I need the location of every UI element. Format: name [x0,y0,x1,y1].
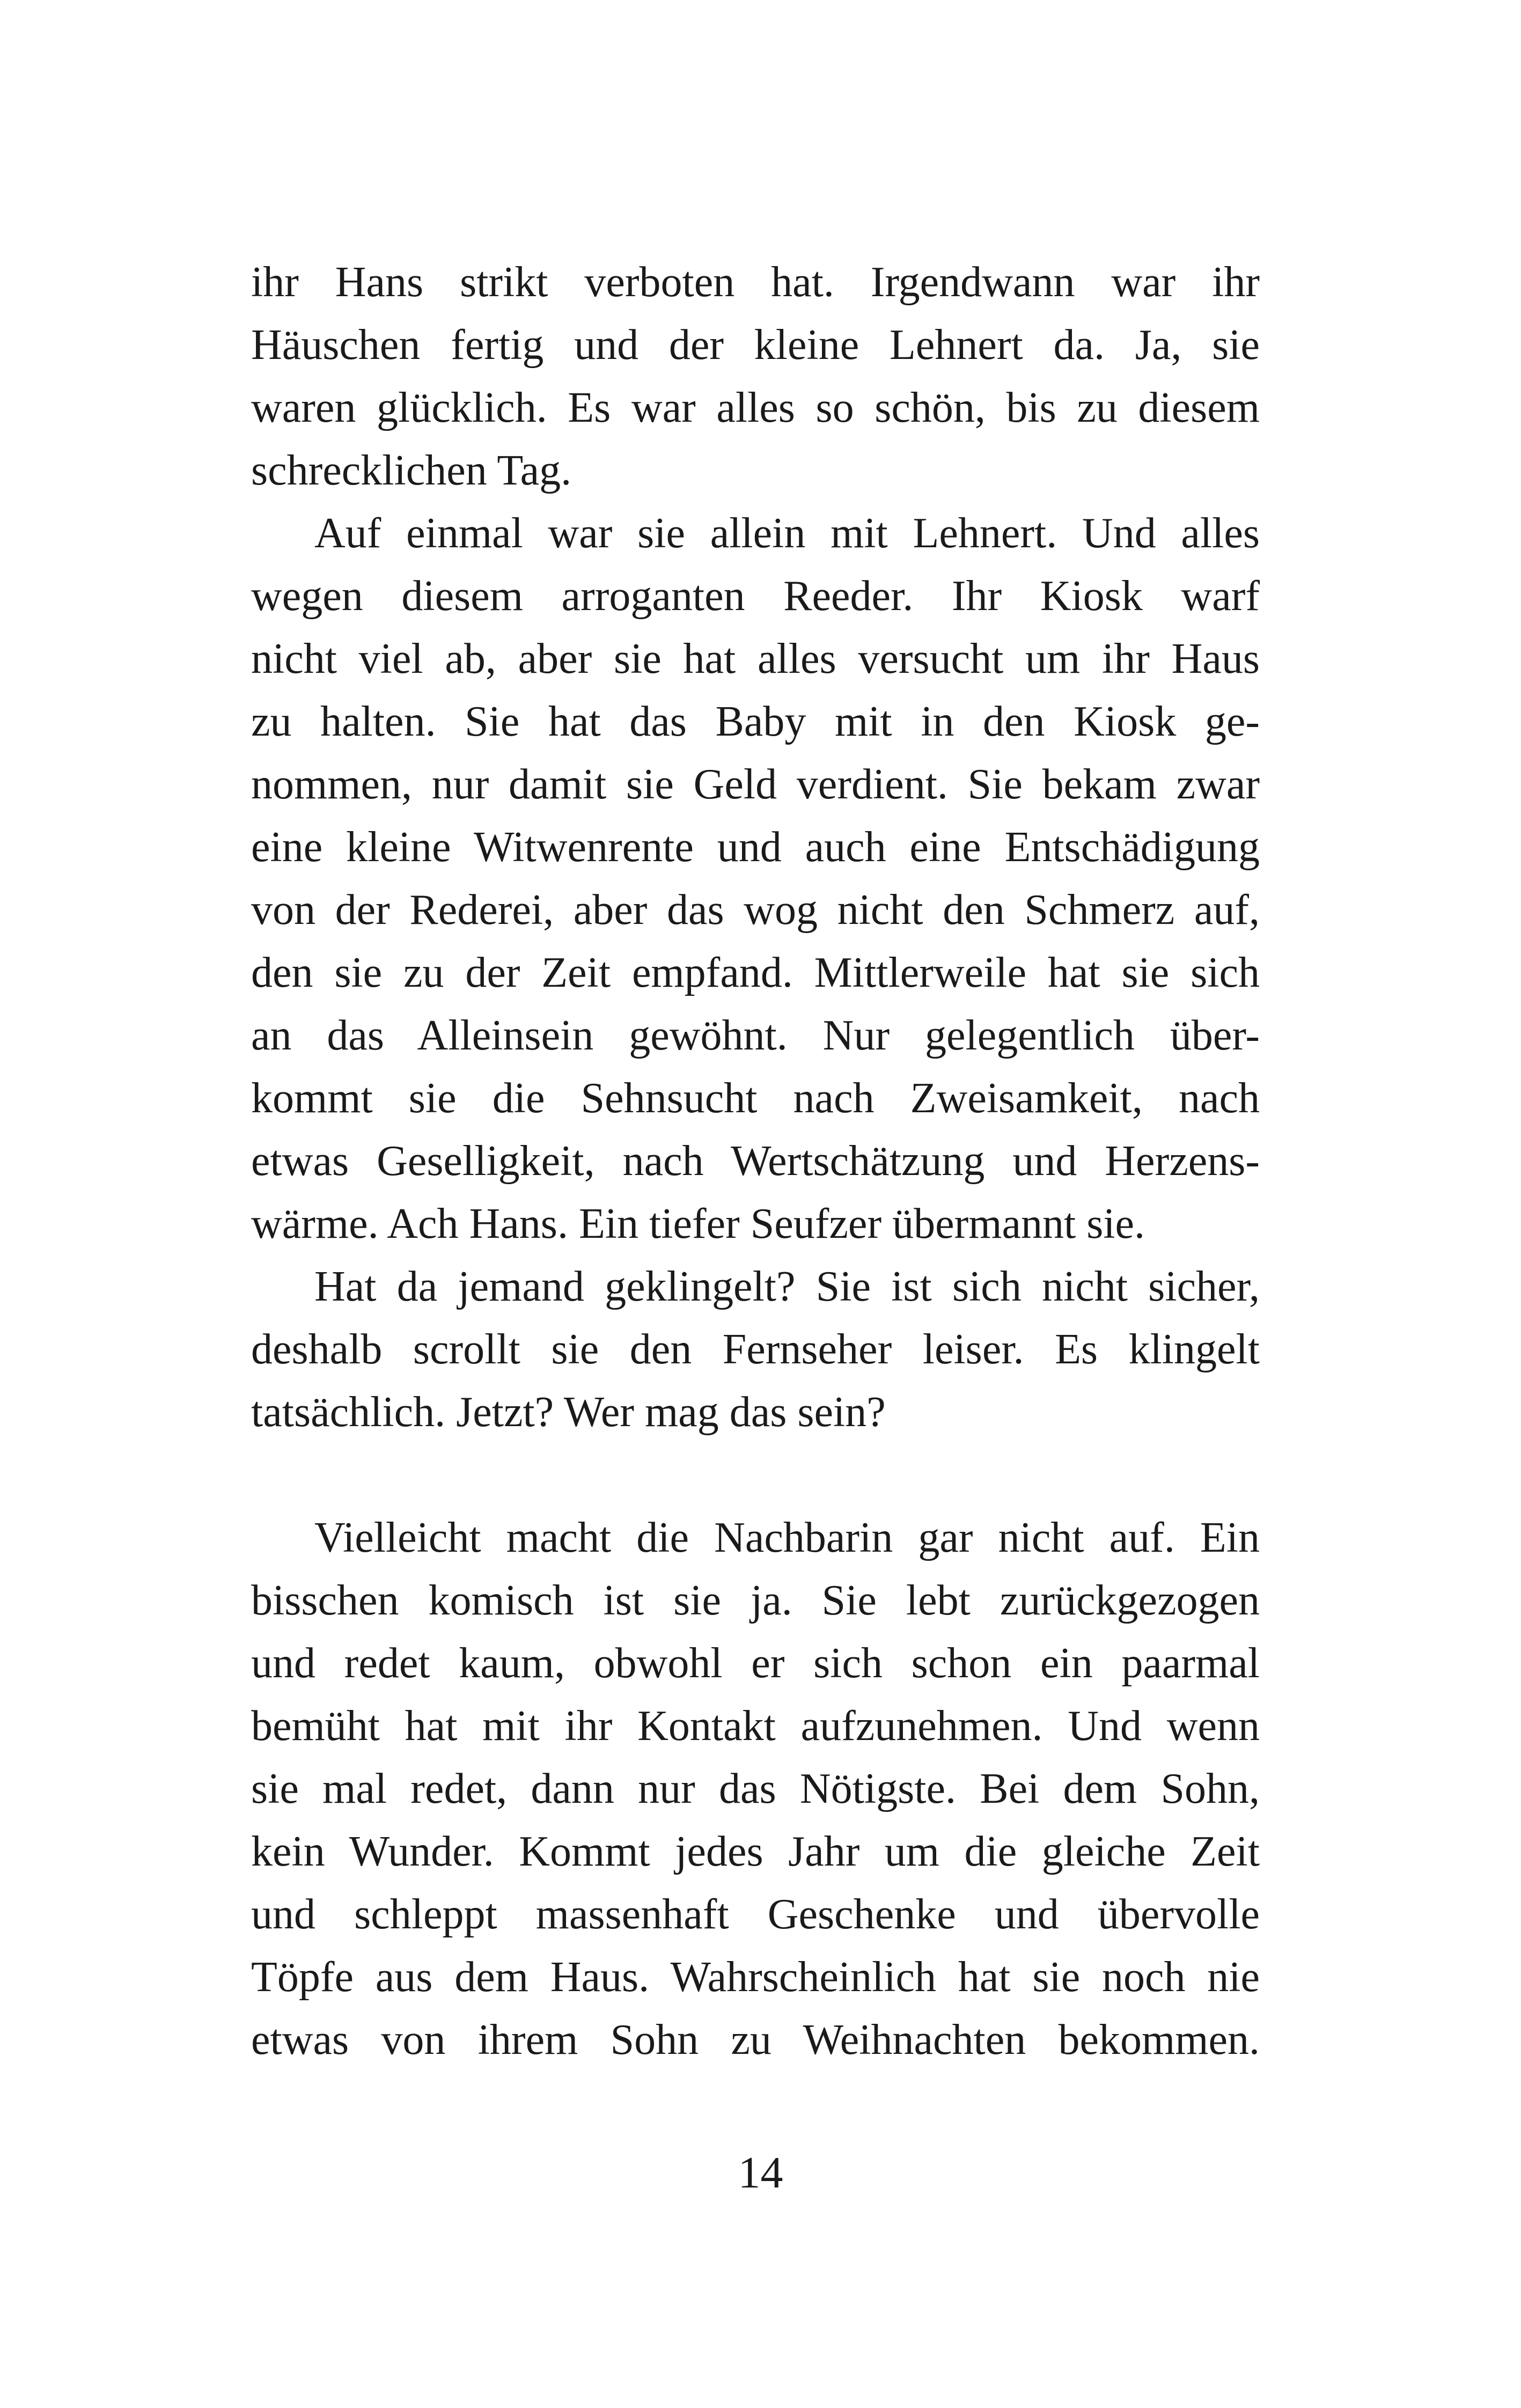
text-line: etwas Geselligkeit, nach Wertschätzung und Herzens- [251,1137,1260,1185]
text-line: nicht viel ab, aber sie hat alles versucht um ihr Haus [251,635,1260,682]
text-line: kein Wunder. Kommt jedes Jahr um die gleiche Zeit [251,1828,1260,1875]
text-line: etwas von ihrem Sohn zu Weihnachten bekommen. [251,2016,1260,2064]
scene-break [251,1444,1260,1507]
text-line: tatsächlich. Jetzt? Wer mag das sein? [251,1389,886,1436]
text-line: bisschen komisch ist sie ja. Sie lebt zurückgezogen [251,1577,1260,1624]
paragraph [251,1256,1260,1444]
body-text [251,251,1260,2072]
paragraph [251,502,1260,1256]
text-line: Auf einmal war sie allein mit Lehnert. Und alles [314,510,1260,557]
page-number: 14 [738,2148,783,2198]
text-line: wärme. Ach Hans. Ein tiefer Seufzer übermannt sie. [251,1200,1145,1247]
text-line: den sie zu der Zeit empfand. Mittlerweile hat sie sich [251,949,1260,996]
paragraph [251,1507,1260,2072]
text-line: nommen, nur damit sie Geld verdient. Sie bekam zwar [251,761,1260,808]
text-line: bemüht hat mit ihr Kontakt aufzunehmen. Und wenn [251,1702,1260,1750]
text-line: Hat da jemand geklingelt? Sie ist sich nicht sicher, [314,1263,1260,1310]
text-line: eine kleine Witwenrente und auch eine Entschädigung [251,824,1260,871]
text-line: und redet kaum, obwohl er sich schon ein paarmal [251,1640,1260,1687]
text-line: Häuschen fertig und der kleine Lehnert da. Ja, sie [251,321,1260,369]
text-line: schrecklichen Tag. [251,447,572,494]
text-line: deshalb scrollt sie den Fernseher leiser. Es klingelt [251,1326,1260,1373]
text-line: sie mal redet, dann nur das Nötigste. Bei dem Sohn, [251,1765,1260,1812]
text-line: wegen diesem arroganten Reeder. Ihr Kiosk warf [251,572,1260,620]
text-line: ihr Hans strikt verboten hat. Irgendwann war ihr [251,259,1260,306]
text-line: kommt sie die Sehnsucht nach Zweisamkeit, nach [251,1075,1260,1122]
text-line: von der Rederei, aber das wog nicht den Schmerz auf, [251,886,1260,934]
text-line: zu halten. Sie hat das Baby mit in den Kiosk ge- [251,698,1260,745]
text-line: an das Alleinsein gewöhnt. Nur gelegentlich über- [251,1012,1260,1059]
paragraph [251,251,1260,502]
text-line: Töpfe aus dem Haus. Wahrscheinlich hat sie noch nie [251,1954,1260,2001]
text-line: waren glücklich. Es war alles so schön, bis zu diesem [251,384,1260,431]
text-line: Vielleicht macht die Nachbarin gar nicht auf. Ein [314,1514,1260,1561]
text-line: und schleppt massenhaft Geschenke und übervolle [251,1891,1260,1938]
